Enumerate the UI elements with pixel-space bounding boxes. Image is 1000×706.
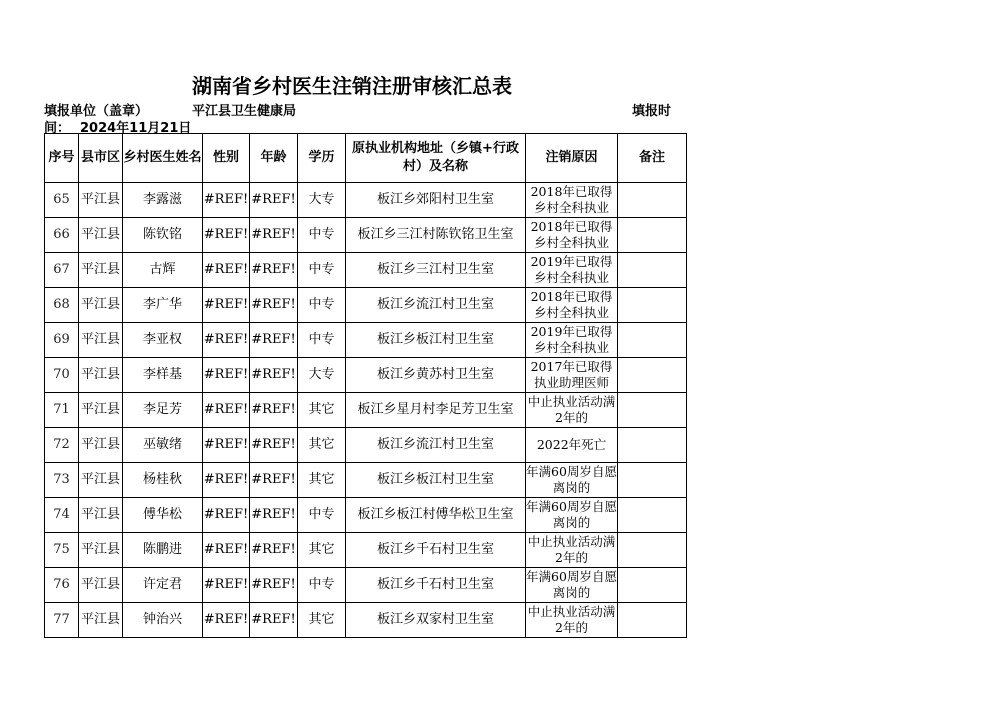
cell-education: 中专 <box>298 253 346 288</box>
table-row <box>45 428 687 463</box>
cell-age: #REF! <box>250 253 298 288</box>
cell-address: 板江乡黄苏村卫生室 <box>346 358 526 393</box>
cell-name: 李样基 <box>123 358 203 393</box>
cell-address: 板江乡三江村卫生室 <box>346 253 526 288</box>
table-row <box>45 323 687 358</box>
summary-table <box>44 133 687 638</box>
cell-no: 72 <box>45 428 79 463</box>
cell-reason: 2017年已取得执业助理医师 <box>526 358 618 393</box>
cell-no: 65 <box>45 183 79 218</box>
cell-name: 李露滋 <box>123 183 203 218</box>
table-row <box>45 533 687 568</box>
cell-gender: #REF! <box>203 288 250 323</box>
unit-value: 平江县卫生健康局 <box>192 104 297 119</box>
cell-address: 板江乡双家村卫生室 <box>346 603 526 638</box>
cell-county: 平江县 <box>79 603 123 638</box>
cell-note <box>618 533 687 568</box>
cell-education: 大专 <box>298 358 346 393</box>
cell-note <box>618 568 687 603</box>
date-value: 2024年11月21日 <box>80 121 192 136</box>
cell-no: 67 <box>45 253 79 288</box>
page-title: 湖南省乡村医生注销注册审核汇总表 <box>192 74 512 98</box>
cell-address: 板江乡板江村傅华松卫生室 <box>346 498 526 533</box>
table-row <box>45 288 687 323</box>
cell-gender: #REF! <box>203 218 250 253</box>
cell-gender: #REF! <box>203 393 250 428</box>
date-label-part2: 间： <box>44 121 71 136</box>
cell-gender: #REF! <box>203 463 250 498</box>
cell-note <box>618 463 687 498</box>
cell-name: 古辉 <box>123 253 203 288</box>
cell-age: #REF! <box>250 568 298 603</box>
table-row <box>45 253 687 288</box>
cell-gender: #REF! <box>203 323 250 358</box>
col-header-note: 备注 <box>618 134 687 183</box>
col-header-county: 县市区 <box>79 134 123 183</box>
cell-note <box>618 603 687 638</box>
cell-reason: 年满60周岁自愿离岗的 <box>526 463 618 498</box>
table-row <box>45 358 687 393</box>
col-header-name: 乡村医生姓名 <box>123 134 203 183</box>
cell-reason: 2018年已取得乡村全科执业 <box>526 183 618 218</box>
cell-note <box>618 253 687 288</box>
cell-gender: #REF! <box>203 533 250 568</box>
cell-age: #REF! <box>250 603 298 638</box>
cell-education: 其它 <box>298 393 346 428</box>
cell-gender: #REF! <box>203 183 250 218</box>
cell-no: 71 <box>45 393 79 428</box>
col-header-gender: 性别 <box>203 134 250 183</box>
cell-county: 平江县 <box>79 218 123 253</box>
cell-education: 其它 <box>298 533 346 568</box>
cell-county: 平江县 <box>79 253 123 288</box>
table-row <box>45 498 687 533</box>
table-row <box>45 393 687 428</box>
col-header-reason: 注销原因 <box>526 134 618 183</box>
table-row <box>45 603 687 638</box>
cell-county: 平江县 <box>79 288 123 323</box>
cell-name: 李亚权 <box>123 323 203 358</box>
unit-label: 填报单位（盖章） <box>44 104 149 119</box>
cell-reason: 中止执业活动满2年的 <box>526 393 618 428</box>
cell-gender: #REF! <box>203 253 250 288</box>
cell-address: 板江乡流江村卫生室 <box>346 288 526 323</box>
cell-reason: 2019年已取得乡村全科执业 <box>526 253 618 288</box>
cell-note <box>618 183 687 218</box>
cell-no: 68 <box>45 288 79 323</box>
cell-age: #REF! <box>250 428 298 463</box>
cell-note <box>618 428 687 463</box>
cell-name: 陈鹏进 <box>123 533 203 568</box>
cell-no: 75 <box>45 533 79 568</box>
cell-county: 平江县 <box>79 183 123 218</box>
cell-name: 许定君 <box>123 568 203 603</box>
col-header-address: 原执业机构地址（乡镇+行政村）及名称 <box>346 134 526 183</box>
cell-no: 73 <box>45 463 79 498</box>
cell-age: #REF! <box>250 358 298 393</box>
cell-no: 77 <box>45 603 79 638</box>
date-label-part1: 填报时 <box>632 104 672 119</box>
cell-reason: 2018年已取得乡村全科执业 <box>526 288 618 323</box>
cell-education: 中专 <box>298 218 346 253</box>
cell-no: 66 <box>45 218 79 253</box>
cell-note <box>618 393 687 428</box>
cell-address: 板江乡流江村卫生室 <box>346 428 526 463</box>
table-row <box>45 568 687 603</box>
cell-age: #REF! <box>250 498 298 533</box>
cell-note <box>618 358 687 393</box>
cell-age: #REF! <box>250 183 298 218</box>
cell-address: 板江乡千石村卫生室 <box>346 533 526 568</box>
cell-education: 中专 <box>298 323 346 358</box>
cell-county: 平江县 <box>79 358 123 393</box>
cell-name: 巫敏绪 <box>123 428 203 463</box>
cell-name: 杨桂秋 <box>123 463 203 498</box>
col-header-education: 学历 <box>298 134 346 183</box>
cell-no: 74 <box>45 498 79 533</box>
cell-address: 板江乡郊阳村卫生室 <box>346 183 526 218</box>
cell-age: #REF! <box>250 393 298 428</box>
cell-age: #REF! <box>250 218 298 253</box>
cell-education: 其它 <box>298 603 346 638</box>
cell-reason: 2022年死亡 <box>526 428 618 463</box>
cell-no: 69 <box>45 323 79 358</box>
cell-county: 平江县 <box>79 463 123 498</box>
col-header-age: 年龄 <box>250 134 298 183</box>
cell-no: 70 <box>45 358 79 393</box>
cell-gender: #REF! <box>203 358 250 393</box>
cell-county: 平江县 <box>79 533 123 568</box>
cell-reason: 年满60周岁自愿离岗的 <box>526 568 618 603</box>
cell-reason: 2019年已取得乡村全科执业 <box>526 323 618 358</box>
cell-gender: #REF! <box>203 603 250 638</box>
cell-reason: 中止执业活动满2年的 <box>526 603 618 638</box>
cell-address: 板江乡板江村卫生室 <box>346 323 526 358</box>
cell-note <box>618 288 687 323</box>
cell-address: 板江乡板江村卫生室 <box>346 463 526 498</box>
table-row <box>45 463 687 498</box>
cell-age: #REF! <box>250 288 298 323</box>
cell-education: 其它 <box>298 463 346 498</box>
table-row <box>45 183 687 218</box>
cell-county: 平江县 <box>79 393 123 428</box>
table-row <box>45 218 687 253</box>
cell-address: 板江乡星月村李足芳卫生室 <box>346 393 526 428</box>
cell-county: 平江县 <box>79 498 123 533</box>
cell-education: 中专 <box>298 288 346 323</box>
cell-county: 平江县 <box>79 568 123 603</box>
cell-age: #REF! <box>250 323 298 358</box>
cell-note <box>618 218 687 253</box>
cell-name: 李足芳 <box>123 393 203 428</box>
cell-education: 中专 <box>298 568 346 603</box>
cell-name: 傅华松 <box>123 498 203 533</box>
cell-education: 中专 <box>298 498 346 533</box>
table-header-row <box>45 134 687 183</box>
cell-age: #REF! <box>250 533 298 568</box>
cell-gender: #REF! <box>203 568 250 603</box>
col-header-no: 序号 <box>45 134 79 183</box>
cell-county: 平江县 <box>79 428 123 463</box>
cell-note <box>618 498 687 533</box>
cell-gender: #REF! <box>203 428 250 463</box>
cell-education: 其它 <box>298 428 346 463</box>
cell-name: 钟治兴 <box>123 603 203 638</box>
cell-name: 李广华 <box>123 288 203 323</box>
cell-note <box>618 323 687 358</box>
cell-reason: 2018年已取得乡村全科执业 <box>526 218 618 253</box>
cell-reason: 中止执业活动满2年的 <box>526 533 618 568</box>
cell-gender: #REF! <box>203 498 250 533</box>
cell-county: 平江县 <box>79 323 123 358</box>
cell-age: #REF! <box>250 463 298 498</box>
cell-reason: 年满60周岁自愿离岗的 <box>526 498 618 533</box>
cell-address: 板江乡三江村陈钦铭卫生室 <box>346 218 526 253</box>
cell-address: 板江乡千石村卫生室 <box>346 568 526 603</box>
cell-education: 大专 <box>298 183 346 218</box>
cell-no: 76 <box>45 568 79 603</box>
cell-name: 陈钦铭 <box>123 218 203 253</box>
